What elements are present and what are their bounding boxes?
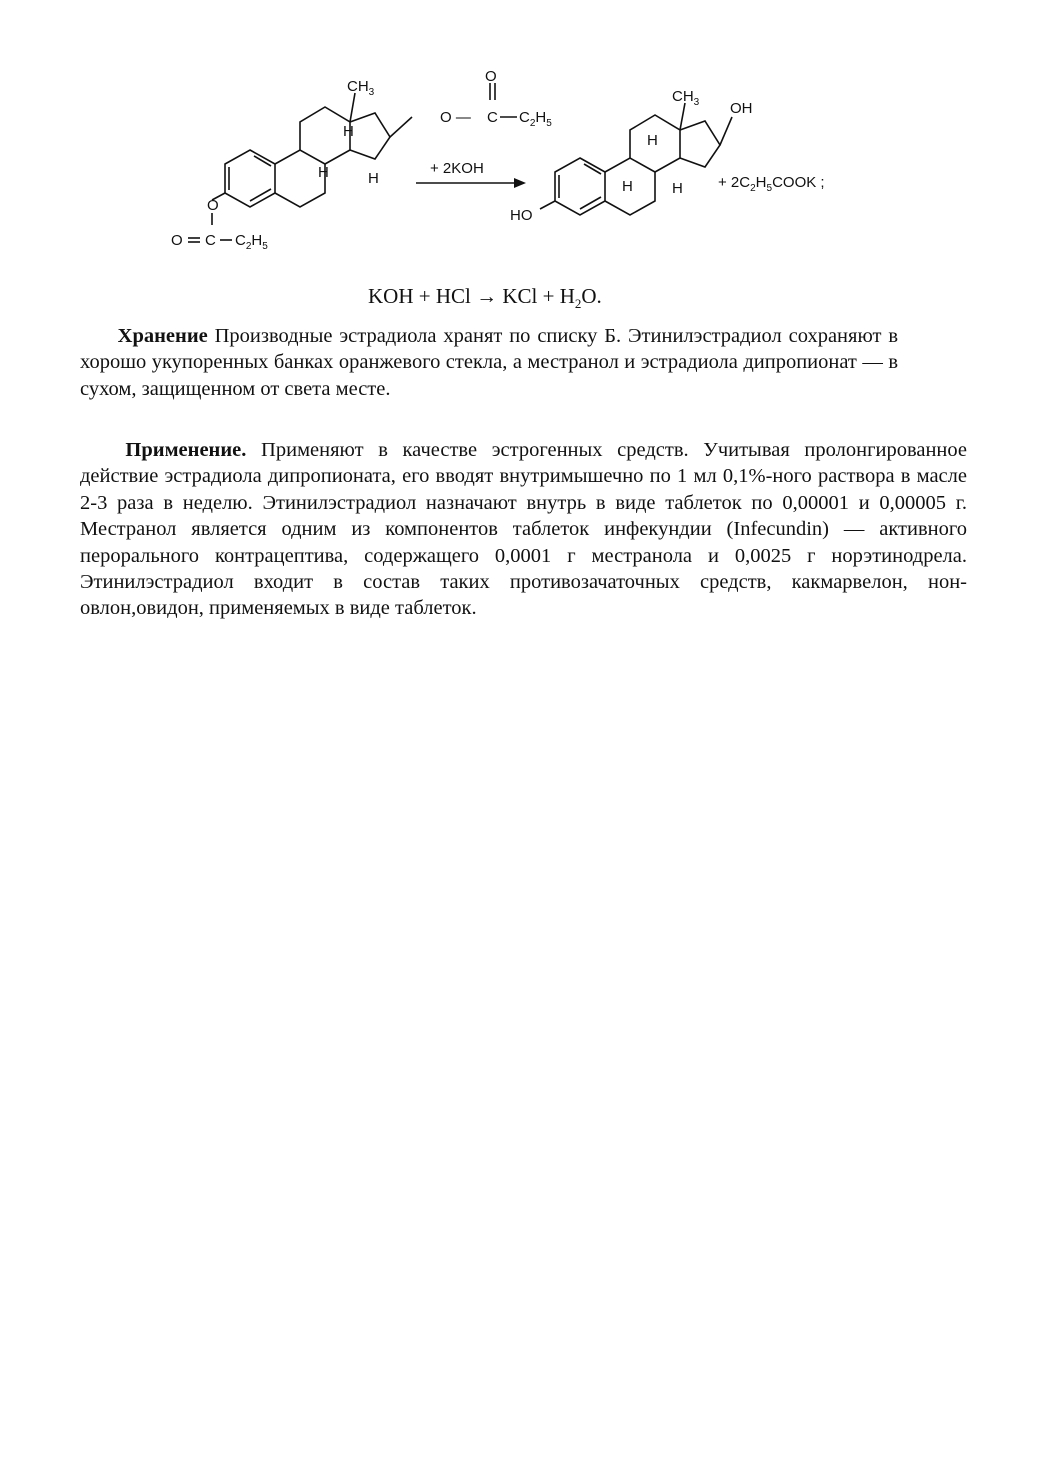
storage-heading: Хранение — [117, 325, 208, 347]
reagent-label: + 2KOH — [430, 160, 484, 177]
storage-paragraph — [80, 323, 898, 402]
estradiol-structure — [510, 88, 753, 224]
h-label: H — [318, 164, 329, 181]
neutralization-equation: KOH + HCl → KCl + $H_2O$. — [368, 284, 602, 312]
phenol-oxygen: O — [207, 197, 219, 214]
h-label: H — [368, 170, 379, 187]
h-label: H — [647, 132, 658, 149]
ester-oxygen: O — — [440, 109, 471, 126]
h-label: H — [672, 180, 683, 197]
hydroxyl-label: OH — [730, 100, 753, 117]
hydroxyl-label: HO — [510, 207, 533, 224]
ethyl-group: C — [519, 109, 530, 126]
ch3-label: CH — [672, 88, 694, 105]
svg-text:CH3: $CH_3$ — [672, 88, 700, 108]
application-heading: Применение. — [125, 439, 247, 461]
ethyl-group: C — [235, 232, 246, 249]
carbonyl-carbon: C — [487, 109, 498, 126]
svg-text:C2H5: $C_2H_5$ — [519, 109, 552, 129]
estradiol-dipropionate-structure — [171, 68, 552, 252]
application-text: Применяют в качестве эстрогенных средств. Учитывая пролонгированное действие эстрадиола дипропионата, его вводят внутримышечно по 1 мл 0,1%-ного раствора в масле 2-3 раза в неделю. Этинилэстрадиол назначают внутрь в виде таблеток по 0,00001 и 0,00005 г. Местранол является одним из компонентов таблеток инфекундии (Infecundin) — активного перорального контрацептива, содержащего 0,0001 г местранола и 0,0025 г норэтинодрела. Этинилэстрадиол входит в состав таких противозачаточных средств, какмарвелон, нон-овлон,овидон, применяемых в виде таблеток. — [80, 439, 967, 620]
reaction-scheme — [150, 55, 870, 265]
storage-text: Производные эстрадиола хранят по списку Б. Этинилэстрадиол сохраняют в хорошо укупоренных банках оранжевого стекла, а местранол и эстрадиола дипропионат — в сухом, защищенном от света месте. — [80, 325, 899, 400]
carbonyl-carbon: C — [205, 232, 216, 249]
h-label: H — [622, 178, 633, 195]
carbonyl-oxygen: O — [171, 232, 183, 249]
svg-text:C2H5: $C_2H_5$ — [235, 232, 268, 252]
application-paragraph — [80, 437, 967, 622]
reaction-arrow — [416, 160, 526, 188]
ch3-label: CH — [347, 78, 369, 95]
byproduct-label: + $2C_2H_5COOK$ ; — [718, 174, 825, 194]
carbonyl-oxygen: O — [485, 68, 497, 85]
h-label: H — [343, 123, 354, 140]
svg-text:CH3: $CH_3$ — [347, 78, 375, 98]
